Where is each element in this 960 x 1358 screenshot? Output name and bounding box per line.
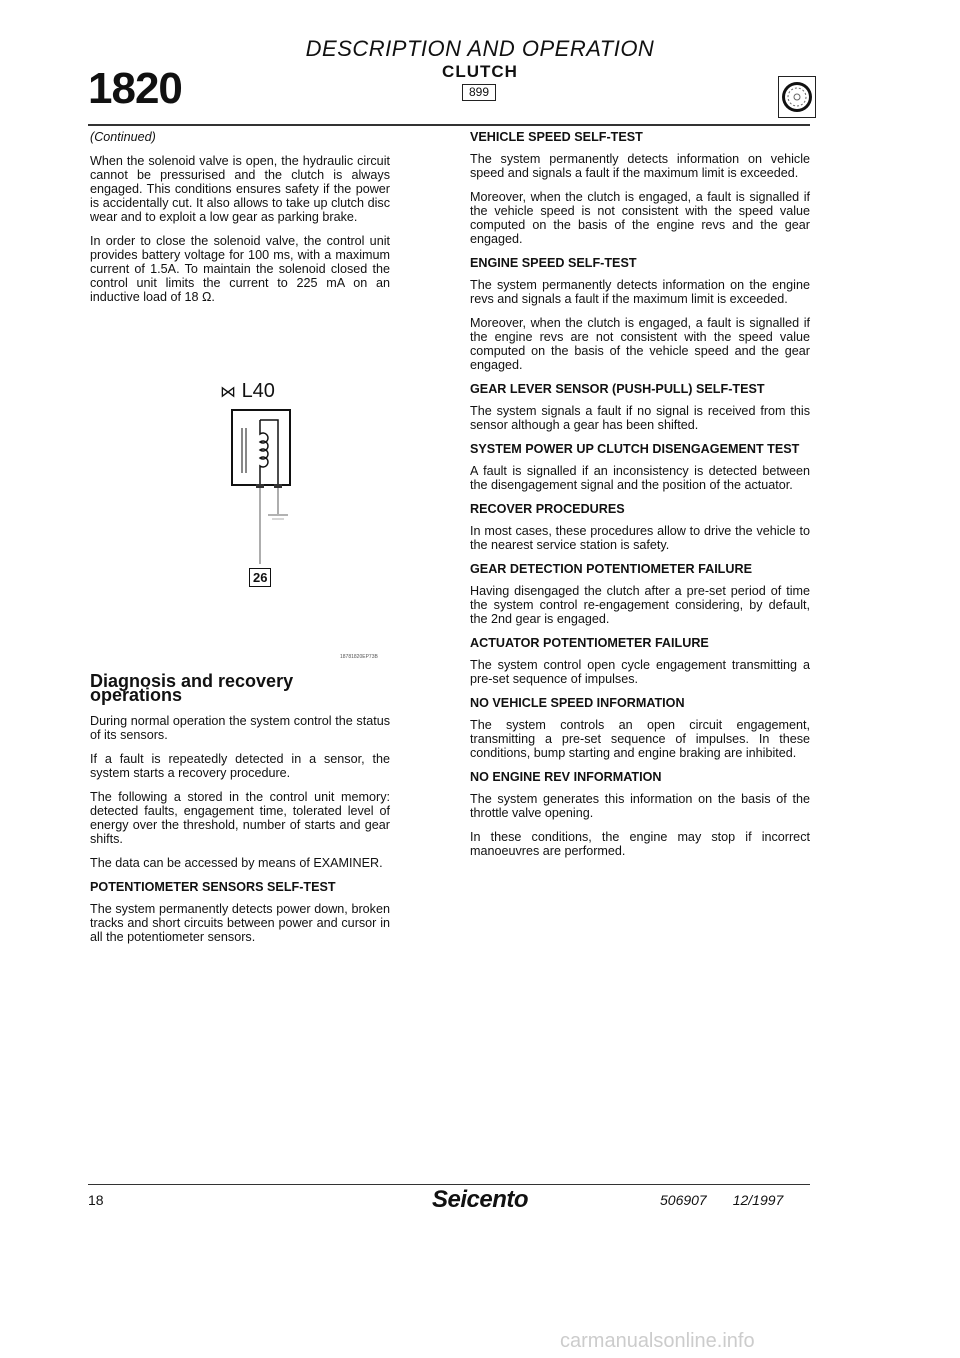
- paragraph: If a fault is repeatedly detected in a sensor, the system starts a recovery procedure.: [90, 752, 390, 780]
- paragraph: The system generates this information on the basis of the throttle valve opening.: [470, 792, 810, 820]
- clutch-disc-icon: [778, 76, 816, 118]
- section-heading: Diagnosis and recovery operations: [90, 671, 294, 705]
- paragraph: Moreover, when the clutch is engaged, a fault is signalled if the engine revs are not consistent with the speed value computed on the basis of the vehicle speed and the gear engaged.: [470, 316, 810, 372]
- diagram-label: L40: [241, 380, 275, 402]
- paragraph: In order to close the solenoid valve, the control unit provides battery voltage for 100 ms, with a maximum current of 1.5A. To maintain the solenoid closed the control unit limits the current to 225 mA on an inductive load of 18 Ω.: [90, 234, 390, 304]
- right-column: [470, 130, 810, 868]
- section-heading: RECOVER PROCEDURES: [470, 502, 625, 516]
- page-number: 18: [88, 1192, 104, 1208]
- footer-rule: [88, 1184, 810, 1185]
- brand-logo: Seicento: [431, 1186, 529, 1213]
- left-column-top: [90, 130, 390, 314]
- valve-symbol-icon: ⋈: [220, 384, 236, 401]
- figure-code: 18781820EP73B: [340, 654, 378, 660]
- paragraph: The system control open cycle engagement transmitting a pre-set sequence of impulses.: [470, 658, 810, 686]
- paragraph: A fault is signalled if an inconsistency is detected between the disengagement signal and the position of the actuator.: [470, 464, 810, 492]
- paragraph: In these conditions, the engine may stop if incorrect manoeuvres are performed.: [470, 830, 810, 858]
- paragraph: Moreover, when the clutch is engaged, a fault is signalled if the vehicle speed is not consistent with the speed value computed on the basis of the engine revs and the gear engaged.: [470, 190, 810, 246]
- paragraph: Having disengaged the clutch after a pre-set period of time the system control re-engagement considering, by default, the 2nd gear is engaged.: [470, 584, 810, 626]
- section-heading: VEHICLE SPEED SELF-TEST: [470, 130, 643, 144]
- left-column-bottom: [90, 671, 390, 954]
- paragraph: The system permanently detects power down, broken tracks and short circuits between power and cursor in all the potentiometer sensors.: [90, 902, 390, 944]
- section-heading: GEAR LEVER SENSOR (PUSH-PULL) SELF-TEST: [470, 382, 765, 396]
- section-heading: NO ENGINE REV INFORMATION: [470, 770, 662, 784]
- paragraph: During normal operation the system control the status of its sensors.: [90, 714, 390, 742]
- header-title: DESCRIPTION AND OPERATION: [305, 36, 655, 61]
- paragraph: When the solenoid valve is open, the hydraulic circuit cannot be pressurised and the clutch is always engaged. This conditions ensures safety if the power is accidentally cut. It also allows to take up clutch disc wear and to exploit a low gear as parking brake.: [90, 154, 390, 224]
- paragraph: The system permanently detects information on the engine revs and signals a fault if the maximum limit is exceeded.: [470, 278, 810, 306]
- watermark: carmanualsonline.info: [560, 1330, 755, 1352]
- section-heading: NO VEHICLE SPEED INFORMATION: [470, 696, 685, 710]
- paragraph: The system permanently detects information on vehicle speed and signals a fault if the maximum limit is exceeded.: [470, 152, 810, 180]
- doc-date: 12/1997: [732, 1192, 784, 1208]
- section-heading: GEAR DETECTION POTENTIOMETER FAILURE: [470, 562, 752, 576]
- sub-heading: POTENTIOMETER SENSORS SELF-TEST: [90, 880, 336, 894]
- paragraph: The following a stored in the control unit memory: detected faults, engagement time, tolerated level of energy over the threshold, number of starts and gear shifts.: [90, 790, 390, 846]
- paragraph: The data can be accessed by means of EXAMINER.: [90, 856, 383, 870]
- continued-label: (Continued): [90, 130, 156, 144]
- section-heading: ENGINE SPEED SELF-TEST: [470, 256, 637, 270]
- doc-info: [660, 1192, 783, 1208]
- section-heading: ACTUATOR POTENTIOMETER FAILURE: [470, 636, 709, 650]
- header-subtitle: CLUTCH: [442, 62, 518, 81]
- doc-number: 506907: [660, 1192, 707, 1208]
- paragraph: In most cases, these procedures allow to drive the vehicle to the nearest service station is safety.: [470, 524, 810, 552]
- paragraph: The system controls an open circuit engagement, transmitting a pre-set sequence of impulses. In these conditions, bump starting and engine braking are inhibited.: [470, 718, 810, 760]
- connector-box: 26: [249, 568, 271, 587]
- section-heading: SYSTEM POWER UP CLUTCH DISENGAGEMENT TEST: [470, 442, 800, 456]
- header-rule: [88, 124, 810, 126]
- header-code-box: 899: [462, 84, 496, 101]
- paragraph: The system signals a fault if no signal is received from this sensor although a gear has been shifted.: [470, 404, 810, 432]
- section-number: 1820: [88, 64, 182, 113]
